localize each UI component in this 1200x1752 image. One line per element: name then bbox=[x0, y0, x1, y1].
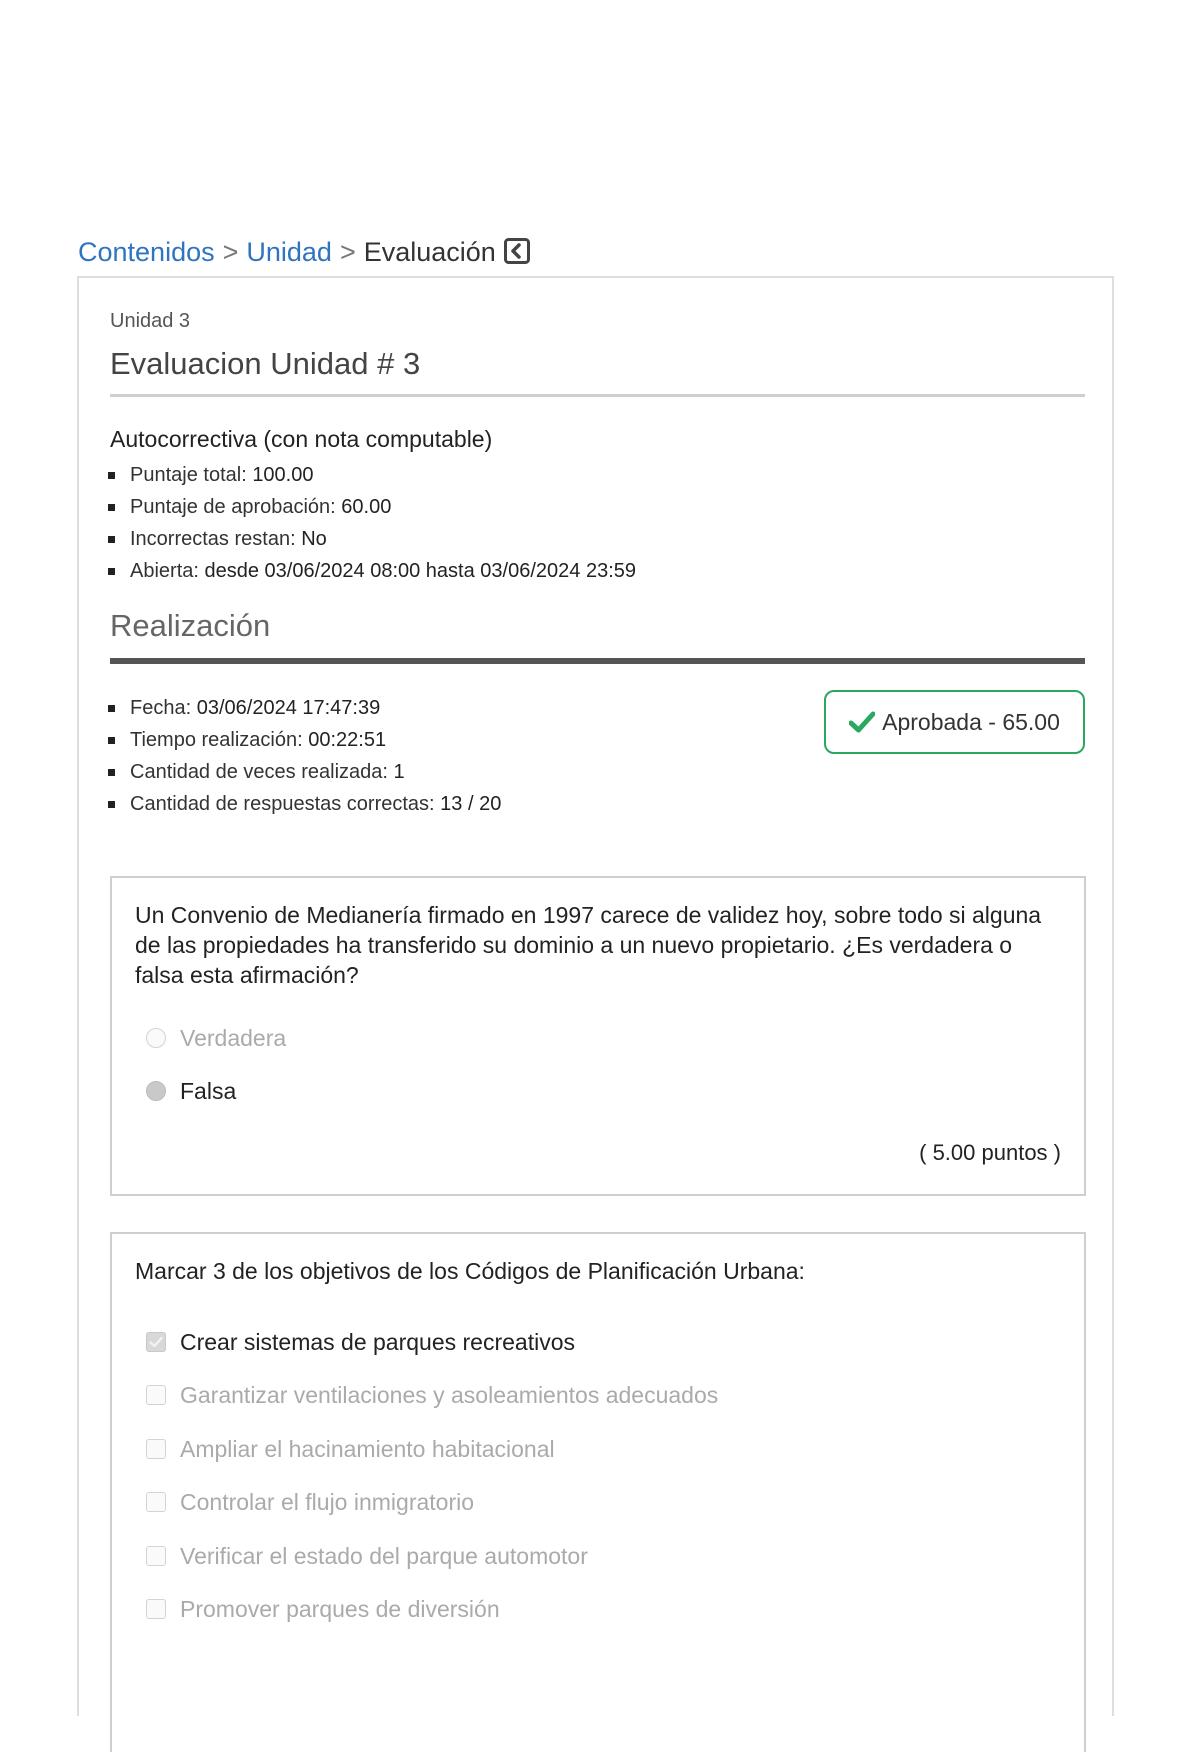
info-label: Abierta: bbox=[130, 560, 199, 582]
option-label: Garantizar ventilaciones y asoleamientos adecuados bbox=[180, 1382, 719, 1408]
back-arrow-icon[interactable] bbox=[504, 237, 530, 263]
radio-button-checked[interactable] bbox=[146, 1081, 166, 1101]
checkbox[interactable] bbox=[146, 1599, 166, 1619]
bullet-icon bbox=[108, 737, 115, 744]
status-text: Aprobada - 65.00 bbox=[882, 708, 1060, 735]
option-label: Controlar el flujo inmigratorio bbox=[180, 1489, 475, 1515]
list-item bbox=[108, 523, 636, 555]
option-label: Promover parques de diversión bbox=[180, 1596, 500, 1622]
question-text: Marcar 3 de los objetivos de los Códigos de Planificación Urbana: bbox=[135, 1258, 805, 1284]
breadcrumb-link-unidad[interactable]: Unidad bbox=[246, 237, 332, 267]
breadcrumb-current: Evaluación bbox=[363, 237, 496, 267]
check-icon bbox=[849, 711, 875, 733]
section-divider bbox=[110, 658, 1085, 664]
bullet-icon bbox=[108, 472, 115, 479]
config-list bbox=[108, 459, 636, 587]
status-badge bbox=[824, 690, 1085, 754]
option-label: Ampliar el hacinamiento habitacional bbox=[180, 1436, 555, 1462]
bullet-icon bbox=[108, 705, 115, 712]
checkbox-checked[interactable] bbox=[146, 1332, 166, 1352]
realizacion-list bbox=[108, 692, 501, 820]
breadcrumb-separator: > bbox=[339, 237, 356, 267]
checkbox[interactable] bbox=[146, 1385, 166, 1405]
question-points: ( 5.00 puntos ) bbox=[919, 1140, 1061, 1165]
question-card bbox=[110, 1232, 1086, 1752]
title-divider bbox=[110, 394, 1085, 397]
answer-option[interactable] bbox=[146, 1594, 500, 1624]
option-label: Crear sistemas de parques recreativos bbox=[180, 1329, 575, 1355]
bullet-icon bbox=[108, 536, 115, 543]
list-item bbox=[108, 756, 501, 788]
list-item bbox=[108, 724, 501, 756]
option-label: Falsa bbox=[180, 1078, 237, 1104]
info-value: 100.00 bbox=[252, 464, 314, 486]
evaluation-panel bbox=[77, 276, 1114, 1716]
answer-option[interactable] bbox=[146, 1327, 575, 1357]
list-item bbox=[108, 491, 636, 523]
info-value: 1 bbox=[393, 761, 405, 783]
checkbox[interactable] bbox=[146, 1546, 166, 1566]
info-value: desde 03/06/2024 08:00 hasta 03/06/2024 23:59 bbox=[204, 560, 636, 582]
radio-button[interactable] bbox=[146, 1028, 166, 1048]
list-item bbox=[108, 788, 501, 820]
info-label: Fecha: bbox=[130, 697, 192, 719]
section-title-realizacion: Realización bbox=[110, 608, 271, 643]
bullet-icon bbox=[108, 504, 115, 511]
info-value: No bbox=[301, 528, 327, 550]
page-title: Evaluacion Unidad # 3 bbox=[110, 346, 421, 381]
bullet-icon bbox=[108, 568, 115, 575]
info-value: 03/06/2024 17:47:39 bbox=[196, 697, 381, 719]
bullet-icon bbox=[108, 801, 115, 808]
info-label: Incorrectas restan: bbox=[130, 528, 296, 550]
info-label: Puntaje de aprobación: bbox=[130, 496, 336, 518]
evaluation-type: Autocorrectiva (con nota computable) bbox=[110, 426, 493, 452]
checkbox[interactable] bbox=[146, 1492, 166, 1512]
info-label: Tiempo realización: bbox=[130, 729, 303, 751]
info-value: 13 / 20 bbox=[440, 793, 502, 815]
info-label: Cantidad de veces realizada: bbox=[130, 761, 388, 783]
option-label: Verdadera bbox=[180, 1025, 287, 1051]
info-label: Puntaje total: bbox=[130, 464, 247, 486]
breadcrumb bbox=[78, 234, 530, 270]
question-text: Un Convenio de Medianería firmado en 1997 carece de validez hoy, sobre todo si alguna de las propiedades ha transferido su dominio a un nuevo propietario. ¿Es verdadera o falsa esta afirmación? bbox=[135, 902, 1042, 988]
unit-label: Unidad 3 bbox=[110, 310, 191, 332]
list-item bbox=[108, 692, 501, 724]
answer-option[interactable] bbox=[146, 1434, 555, 1464]
answer-option-falsa[interactable] bbox=[146, 1076, 236, 1106]
list-item bbox=[108, 459, 636, 491]
question-card bbox=[110, 876, 1086, 1196]
bullet-icon bbox=[108, 769, 115, 776]
checkbox[interactable] bbox=[146, 1439, 166, 1459]
answer-option-verdadera[interactable] bbox=[146, 1023, 286, 1053]
option-label: Verificar el estado del parque automotor bbox=[180, 1543, 588, 1569]
info-value: 00:22:51 bbox=[308, 729, 387, 751]
list-item bbox=[108, 555, 636, 587]
breadcrumb-link-contenidos[interactable]: Contenidos bbox=[78, 237, 215, 267]
breadcrumb-separator: > bbox=[222, 237, 239, 267]
answer-option[interactable] bbox=[146, 1541, 588, 1571]
info-label: Cantidad de respuestas correctas: bbox=[130, 793, 435, 815]
info-value: 60.00 bbox=[341, 496, 392, 518]
answer-option[interactable] bbox=[146, 1380, 718, 1410]
answer-option[interactable] bbox=[146, 1487, 474, 1517]
